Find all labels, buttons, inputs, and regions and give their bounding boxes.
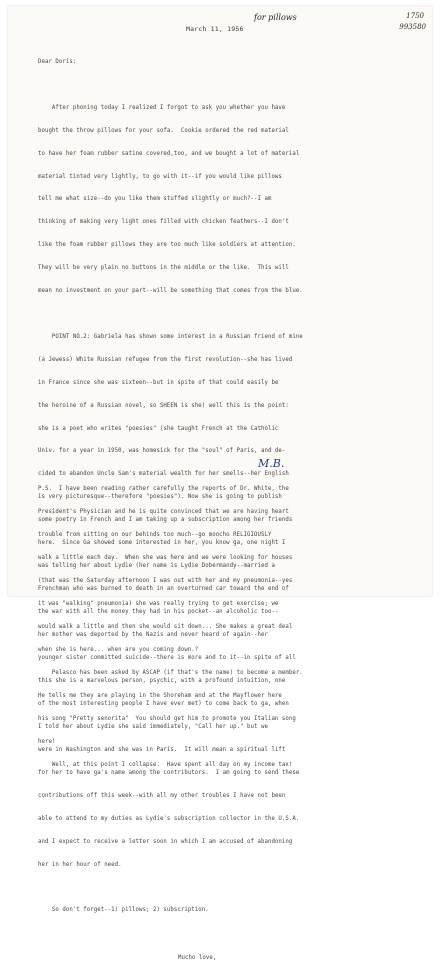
ps-line: it was "walking" pneumonia) she was really trying to get exercise; we <box>38 601 279 608</box>
para2-line: and I expect to receive a letter soon in which I am accused of abandoning <box>38 838 293 845</box>
para2-line: POINT NO.2: Gabriela has shown some interest in a Russian friend of mine <box>38 333 303 340</box>
spacer <box>38 885 420 892</box>
para2-line: younger sister committed suicide--there is more and to it--in spite of all <box>38 655 296 662</box>
para2-line: was telling her about Lydie (her name is Lydie Dobermandy--married a <box>38 563 275 570</box>
para1-line: tell me what size--do you like them stuffed slightly or much?--I am <box>38 196 272 203</box>
para2-line: the heroine of a Russian novel, so SHEEN is she) well this is the point: <box>38 402 289 409</box>
para2-line: Frenchman who was burned to death in an overturned car toward the end of <box>38 586 289 593</box>
para2-line: were in Washington and she was in Paris. It will mean a spiritual lift <box>38 747 286 754</box>
para2-line: here. Since Ga showed some interested in her, you know ga, one night I <box>38 540 286 547</box>
archive-ref-code: 993580 <box>399 23 426 31</box>
para2-line: I told her about Lydie she said immediately, "Call her up." but we <box>38 724 268 731</box>
para2-line: able to attend to my duties as Lydie's subscription collector in the U.S.A. <box>38 815 300 822</box>
ps-line: (that was the Saturday afternoon I was out with her and my pneumonia--yes <box>38 578 293 585</box>
para2-line: (a Jewess) White Russian refugee from the first revolution--she has lived <box>38 356 293 363</box>
ps-line: would walk a little and then she would sit down... She makes a great deal <box>38 624 293 631</box>
ps-line: trouble from sitting on our behinds too much--go moocho RELIGIOUSLY <box>38 532 272 539</box>
para1-line: thinking of making very light ones filled with chicken feathers--I don't <box>38 219 289 226</box>
spacer <box>38 311 420 318</box>
para2-line: this she is a marvelous person, psychic, with a profound intuition, one <box>38 678 286 685</box>
ps-line: here! <box>38 738 56 745</box>
para2-line: of the most interesting people I have ever met) to come back to ga, when <box>38 701 289 708</box>
para2-line: for her to have ga's name among the contributors. I am going to send these <box>38 770 300 777</box>
para2-line: the war with all the money they had in his pocket--an alcoholic too-- <box>38 609 279 616</box>
para1-line: After phoning today I realized I forgot to ask you whether you have <box>38 104 286 111</box>
ps-line: when she is here... when are you coming down.? <box>38 647 199 654</box>
para1-line: They will be very plain no buttons in the middle or the like. This will <box>38 265 289 272</box>
para1-line: material tinted very lightly, to go with it--if you would like pillows <box>38 173 282 180</box>
para1-line: mean no investment on your part--will be something that comes from the blue. <box>38 288 303 295</box>
para2-line: in France since she was sixteen--but in spite of that could easily be <box>38 379 279 386</box>
para2-line: cided to abandon Uncle Sam's material wealth for her smells--her English <box>38 471 289 478</box>
handwritten-signature: M.B. <box>258 457 285 470</box>
para2-line: is very picturesque--therefore "poesies"). Now she is going to publish <box>38 494 282 501</box>
spacer <box>38 82 420 89</box>
closing-line: So don't forget--1) pillows; 2) subscription. <box>38 907 209 914</box>
date-block <box>186 13 297 33</box>
handwritten-note: for pillows <box>254 13 297 22</box>
ps-line: Pelasco has been asked by ASCAP (if that's the name) to become a member. <box>38 670 303 677</box>
para2-line: contributions off this week--with all my other troubles I have not been <box>38 793 286 799</box>
archive-ref-number: 1750 <box>406 12 424 20</box>
spacer <box>38 930 420 940</box>
postscript <box>38 471 420 785</box>
para2-line: some poetry in French and I am taking up a subscription among her friends <box>38 517 293 524</box>
para2-line: her in her hour of need. <box>38 861 122 868</box>
ps-line: walk a little each day. When she was here and we were looking for houses <box>38 555 293 562</box>
ps-line: President's Physician and he is quite convinced that we are having heart <box>38 509 289 516</box>
letter-date: March 11, 1956 <box>186 25 244 33</box>
para2-line: she is a poet who writes "poesies" (she taught French at the Catholic <box>38 425 279 432</box>
para2-line: Univ. for a year in 1950, was homesick for the "soul" of Paris, and de- <box>38 448 286 455</box>
ps-line: He tells me they are playing in the Shoreham and at the Mayflower here <box>38 693 282 700</box>
ps-line: his song "Pretty senorita" You should get him to promote you Italian song <box>38 716 296 722</box>
para1-line: to have her foam rubber satine covered,too, and we bought a lot of material <box>38 150 300 157</box>
para1-line: bought the throw pillows for your sofa. Cookie ordered the red material <box>38 127 289 134</box>
ps-line: P.S. I have been reading rather carefully the reports of Dr. White, the <box>38 486 289 493</box>
letter-page <box>8 6 432 962</box>
ps-line: Well, at this point I collapse. Have spent all day on my income tax! <box>38 761 293 768</box>
salutation: Dear Doris: <box>38 59 77 66</box>
para1-line: like the foam rubber pillows they are too much like soldiers at attention. <box>38 242 296 249</box>
signoff: Mucho love, <box>178 955 217 962</box>
para2-line: her mother was deported by the Nazis and never heard of again--her <box>38 632 268 639</box>
